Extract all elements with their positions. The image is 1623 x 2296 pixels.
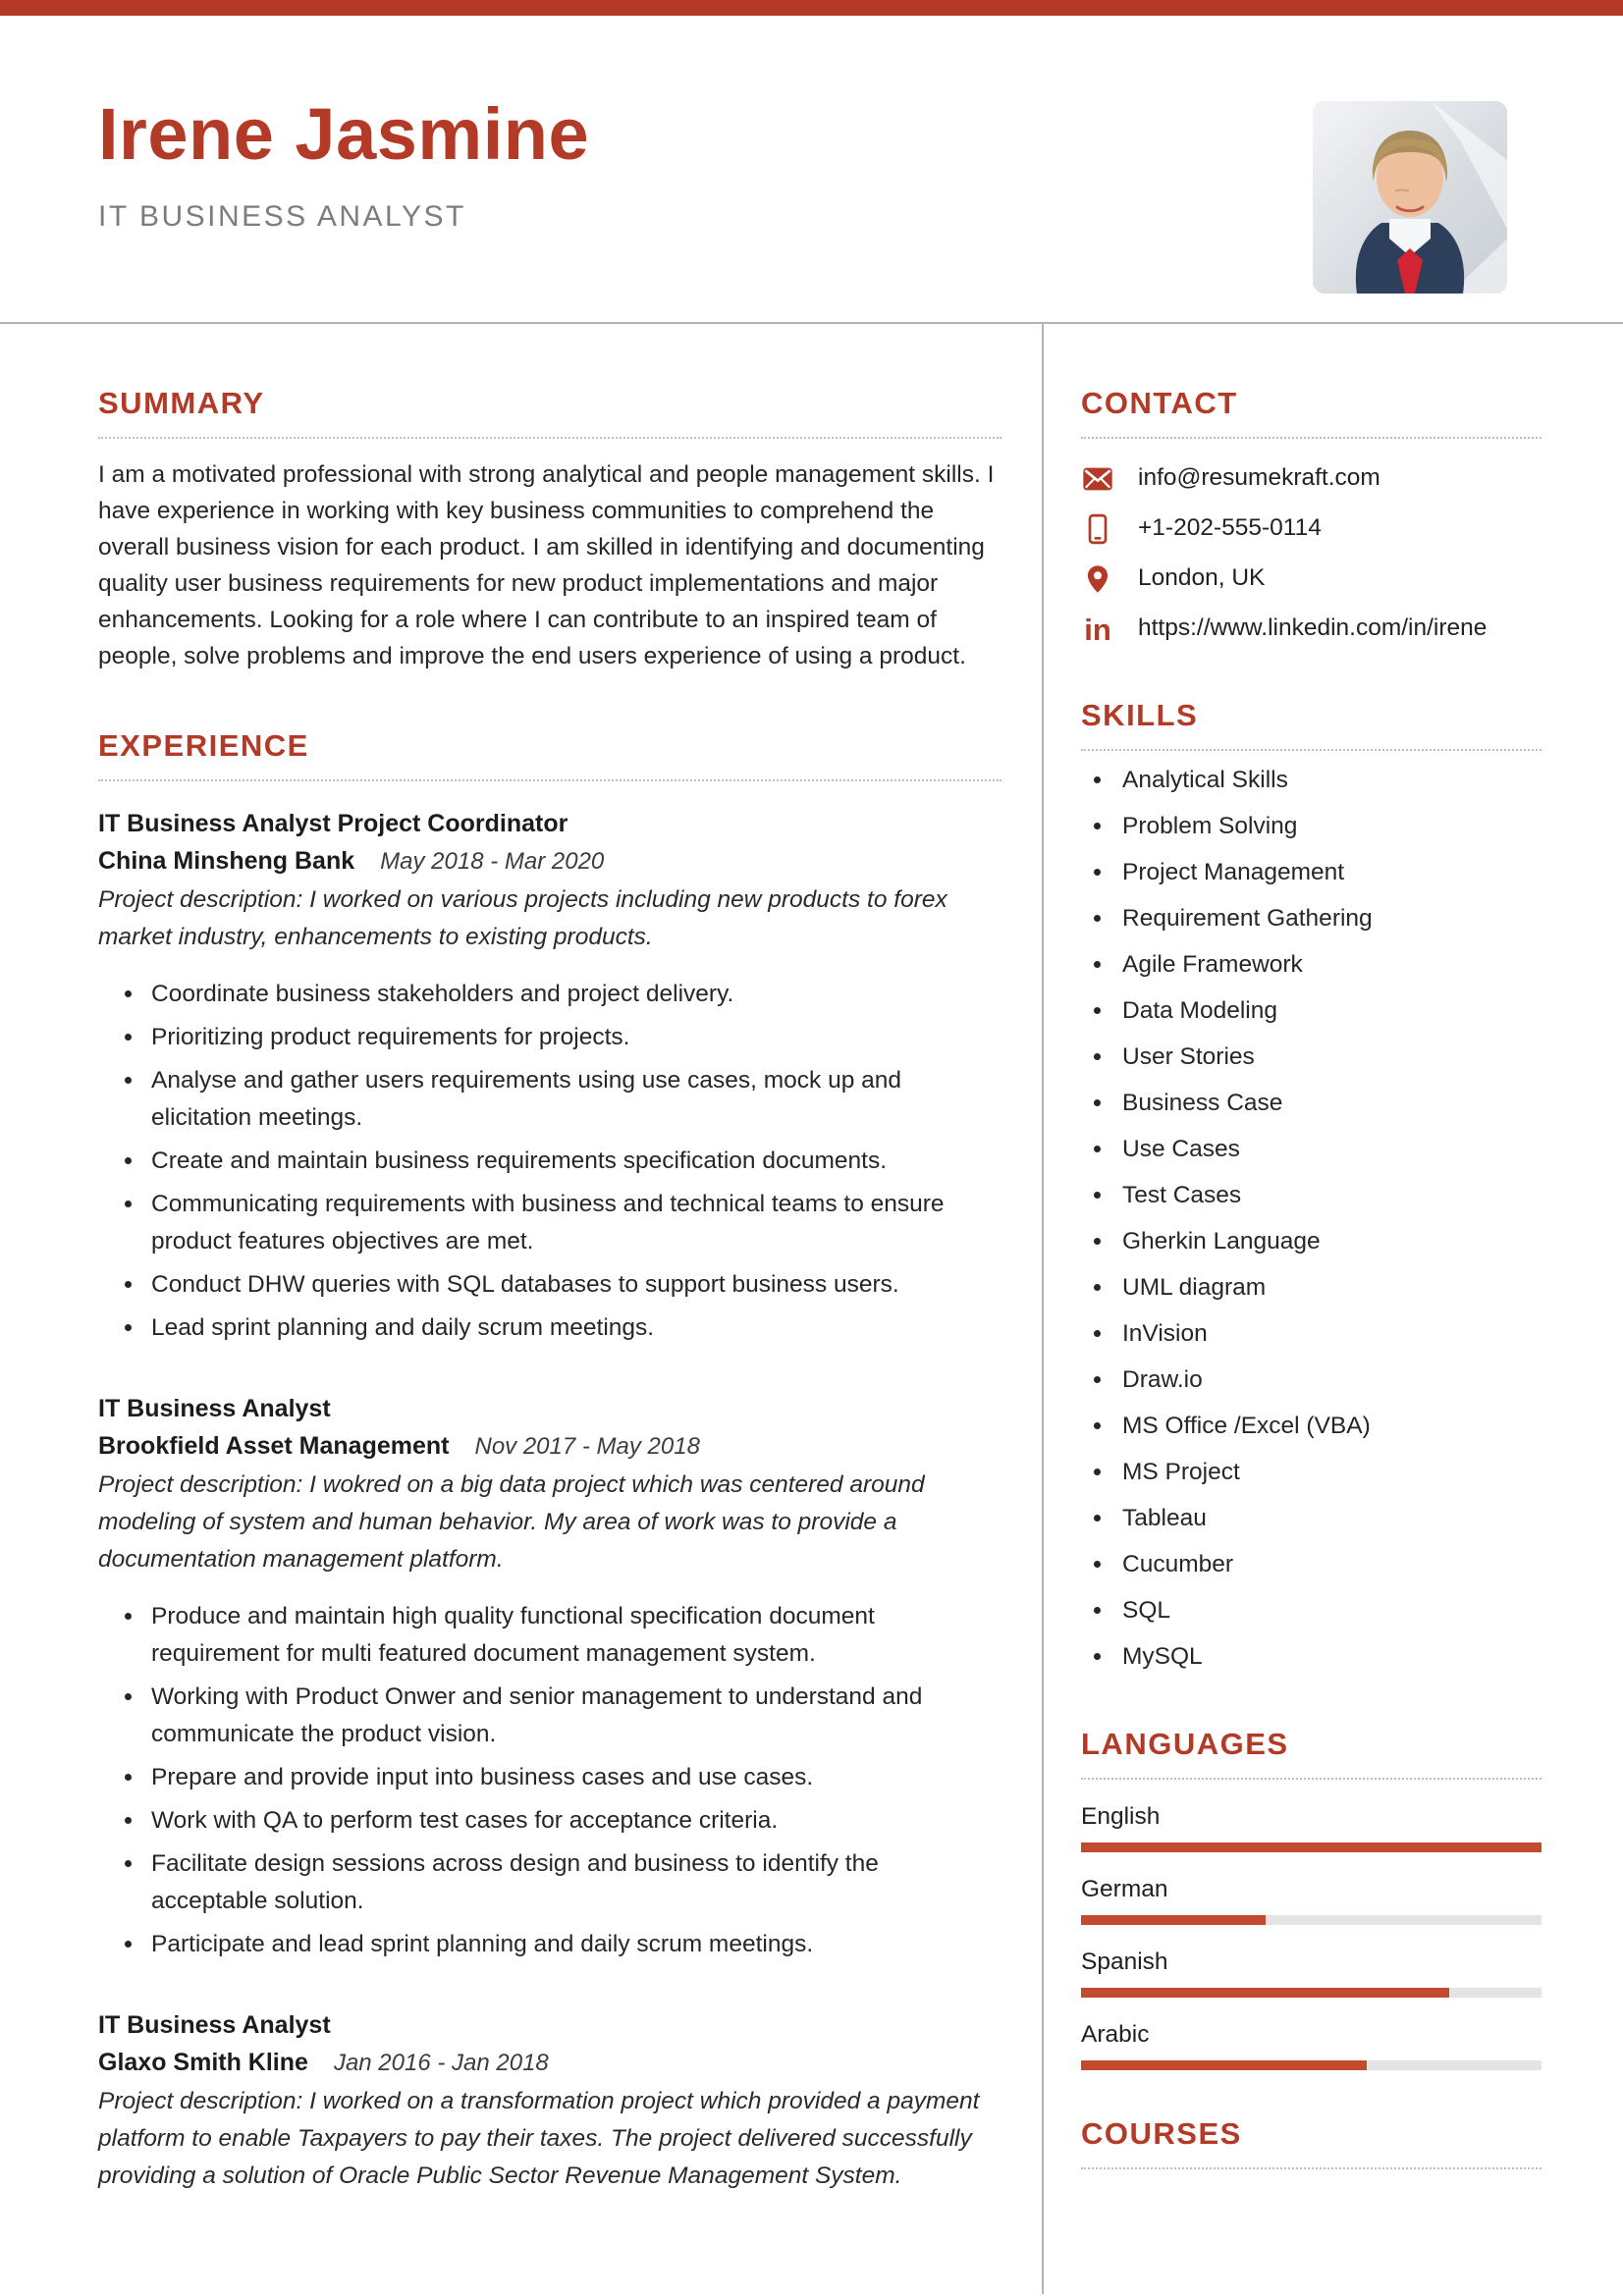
skill-item: • Gherkin Language	[1114, 1226, 1542, 1257]
contact-item	[1081, 460, 1542, 496]
job-bullet: • Analyse and gather users requirements using use cases, mock up and elicitation meetings.	[145, 1062, 1001, 1137]
languages-list	[1081, 1801, 1542, 2070]
section-divider	[98, 437, 1001, 439]
skill-item: • SQL	[1114, 1595, 1542, 1627]
language-progress-bar	[1081, 1915, 1542, 1925]
contact-item	[1081, 611, 1542, 646]
linkedin-icon: in	[1084, 612, 1111, 647]
section-divider	[1081, 2167, 1542, 2169]
job-dates: Jan 2016 - Jan 2018	[333, 2050, 549, 2076]
language-progress-bar	[1081, 1988, 1542, 1998]
contact-value[interactable]: https://www.linkedin.com/in/irene	[1138, 614, 1488, 641]
skills-list	[1081, 765, 1542, 1673]
language-name: English	[1081, 1803, 1161, 1830]
skill-item: • Cucumber	[1114, 1549, 1542, 1580]
experience-entry	[98, 1390, 1001, 1963]
top-accent-bar	[0, 0, 1623, 16]
summary-text: I am a motivated professional with strong analytical and people management skills. I have experience in working with key business communities to comprehend the overall business vision for each product. I am skilled in identifying and documenting quality user business requirements for new product implementations and major enhancements. Looking for a role where I can contribute to an inspired team of people, solve problems and improve the end users experience of using a product.	[98, 461, 995, 669]
skills-heading: SKILLS	[1081, 698, 1199, 732]
summary-section	[98, 387, 1001, 674]
skill-item: • UML diagram	[1114, 1272, 1542, 1304]
skill-item: • InVision	[1114, 1318, 1542, 1350]
job-company: Glaxo Smith Kline	[98, 2049, 308, 2076]
skill-item: • Project Management	[1114, 857, 1542, 888]
job-description: Project description: I wokred on a big data project which was centered around modeling of system and human behavior. My area of work was to provide a documentation management platform.	[98, 1471, 925, 1573]
language-progress-fill	[1081, 2060, 1367, 2070]
skill-item: • MS Project	[1114, 1457, 1542, 1488]
courses-heading: COURSES	[1081, 2116, 1242, 2151]
skill-item: • Draw.io	[1114, 1364, 1542, 1396]
job-dates: May 2018 - Mar 2020	[380, 848, 605, 875]
section-divider	[1081, 1778, 1542, 1780]
job-dates: Nov 2017 - May 2018	[474, 1433, 700, 1460]
language-item	[1081, 1947, 1542, 1998]
skill-item: • Use Cases	[1114, 1134, 1542, 1165]
contact-item	[1081, 561, 1542, 596]
language-progress-fill	[1081, 1915, 1266, 1925]
skill-item: • Data Modeling	[1114, 995, 1542, 1027]
job-company: Brookfield Asset Management	[98, 1432, 450, 1460]
languages-heading: LANGUAGES	[1081, 1727, 1289, 1761]
language-item	[1081, 1801, 1542, 1852]
job-bullet: • Participate and lead sprint planning and daily scrum meetings.	[145, 1926, 1001, 1963]
job-bullet: • Prioritizing product requirements for projects.	[145, 1019, 1001, 1056]
experience-entries	[98, 805, 1001, 2195]
job-company-line	[98, 2044, 1001, 2081]
job-description: Project description: I worked on a transformation project which provided a payment platform to enable Taxpayers to pay their taxes. The project delivered successfully providing a solution of Oracle Public Sector Revenue Management System.	[98, 2088, 980, 2189]
skill-item: • MS Office /Excel (VBA)	[1114, 1411, 1542, 1442]
section-divider	[1081, 749, 1542, 751]
job-company-line	[98, 1427, 1001, 1465]
contact-value[interactable]: info@resumekraft.com	[1138, 464, 1380, 491]
job-bullet: • Create and maintain business requirements specification documents.	[145, 1143, 1001, 1180]
language-name: Arabic	[1081, 2021, 1150, 2048]
email-icon	[1081, 462, 1114, 496]
job-description: Project description: I worked on various projects including new products to forex market industry, enhancements to existing products.	[98, 886, 947, 950]
candidate-name: Irene Jasmine	[98, 93, 590, 175]
language-name: Spanish	[1081, 1949, 1168, 1975]
job-bullet: • Lead sprint planning and daily scrum meetings.	[145, 1309, 1001, 1347]
contact-value: London, UK	[1138, 564, 1266, 591]
skill-item: • Analytical Skills	[1114, 765, 1542, 796]
skill-item: • Agile Framework	[1114, 949, 1542, 981]
language-item	[1081, 2019, 1542, 2070]
main-column	[98, 324, 1001, 2294]
skill-item: • Problem Solving	[1114, 811, 1542, 842]
experience-heading: EXPERIENCE	[98, 728, 309, 763]
summary-heading: SUMMARY	[98, 386, 265, 420]
linkedin-icon	[1081, 613, 1114, 646]
job-title: IT Business Analyst Project Coordinator	[98, 810, 568, 837]
contact-value: +1-202-555-0114	[1138, 514, 1322, 541]
job-bullet: • Communicating requirements with business and technical teams to ensure product features objectives are met.	[145, 1186, 1001, 1260]
skill-item: • Test Cases	[1114, 1180, 1542, 1211]
job-company: China Minsheng Bank	[98, 847, 355, 875]
profile-photo	[1313, 101, 1507, 294]
content-columns	[0, 322, 1623, 2294]
skill-item: • MySQL	[1114, 1641, 1542, 1673]
location-icon	[1081, 562, 1114, 596]
job-bullet: • Working with Product Onwer and senior management to understand and communicate the product vision.	[145, 1679, 1001, 1753]
section-divider	[98, 779, 1001, 781]
courses-section	[1081, 2117, 1542, 2169]
job-bullets	[98, 976, 1001, 1347]
skill-item: • User Stories	[1114, 1041, 1542, 1073]
job-title: IT Business Analyst	[98, 1395, 331, 1422]
contact-item	[1081, 510, 1542, 546]
contact-section	[1081, 387, 1542, 646]
language-progress-bar	[1081, 2060, 1542, 2070]
skill-item: • Business Case	[1114, 1088, 1542, 1119]
language-item	[1081, 1874, 1542, 1925]
job-bullet: • Prepare and provide input into business cases and use cases.	[145, 1759, 1001, 1796]
skill-item: • Tableau	[1114, 1503, 1542, 1534]
contact-list	[1081, 460, 1542, 646]
language-progress-bar	[1081, 1842, 1542, 1852]
experience-entry	[98, 2006, 1001, 2195]
section-divider	[1081, 437, 1542, 439]
contact-heading: CONTACT	[1081, 386, 1238, 420]
skills-section	[1081, 699, 1542, 1673]
experience-entry	[98, 805, 1001, 1347]
language-name: German	[1081, 1876, 1168, 1902]
candidate-title: IT BUSINESS ANALYST	[98, 200, 466, 233]
language-progress-fill	[1081, 1988, 1449, 1998]
job-bullet: • Produce and maintain high quality functional specification document requirement for multi featured document management system.	[145, 1598, 1001, 1673]
languages-section	[1081, 1728, 1542, 2070]
job-bullet: • Conduct DHW queries with SQL databases to support business users.	[145, 1266, 1001, 1304]
job-bullet: • Facilitate design sessions across design and business to identify the acceptable solution.	[145, 1845, 1001, 1920]
skill-item: • Requirement Gathering	[1114, 903, 1542, 934]
experience-section	[98, 729, 1001, 2195]
language-progress-fill	[1081, 1842, 1542, 1852]
phone-icon	[1081, 512, 1114, 546]
job-bullets	[98, 1598, 1001, 1963]
job-title: IT Business Analyst	[98, 2011, 331, 2039]
job-bullet: • Coordinate business stakeholders and project delivery.	[145, 976, 1001, 1013]
profile-photo-image	[1313, 101, 1507, 294]
job-bullet: • Work with QA to perform test cases for acceptance criteria.	[145, 1802, 1001, 1840]
job-company-line	[98, 842, 1001, 880]
sidebar-column	[1042, 324, 1623, 2294]
